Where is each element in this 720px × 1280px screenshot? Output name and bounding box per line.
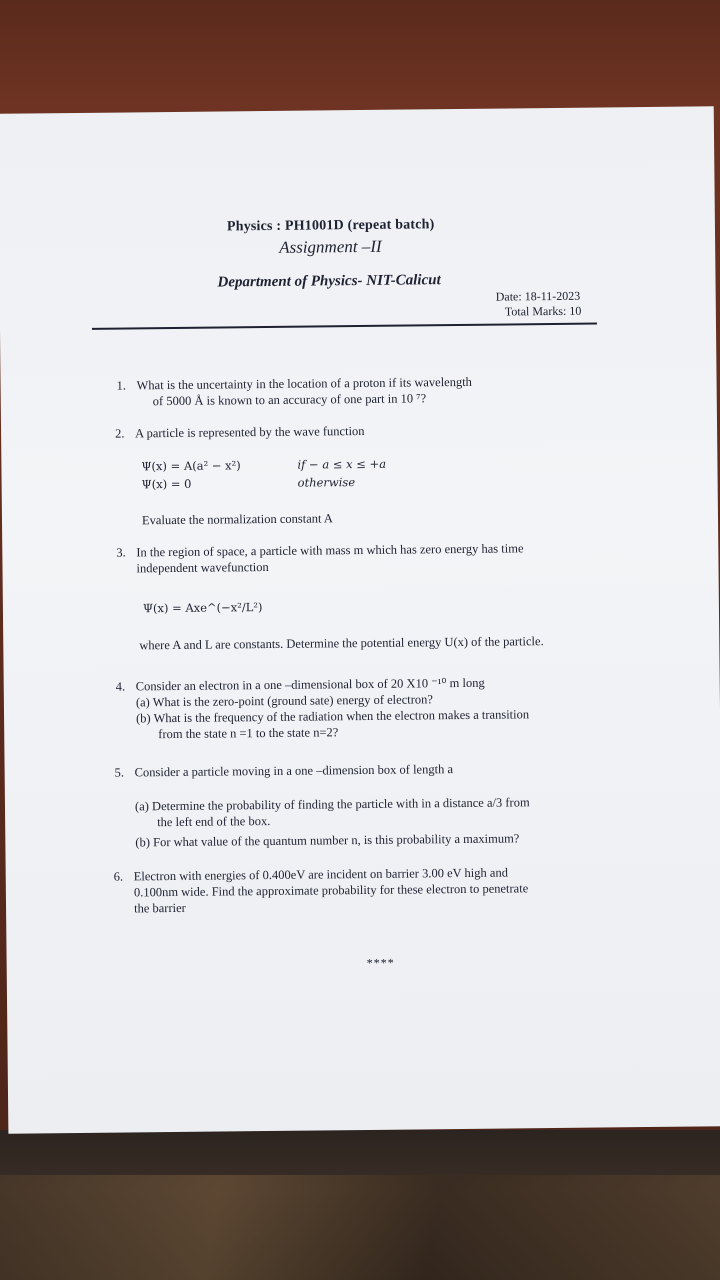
question-4 <box>116 674 530 742</box>
header-divider <box>92 323 597 330</box>
sub-question-a: (a) Determine the probability of finding the particle with in a distance a/3 from <box>134 795 530 814</box>
exam-date: Date: 18-11-2023 <box>495 288 581 304</box>
question-text: Evaluate the normalization constant A <box>141 511 333 528</box>
question-text: where A and L are constants. Determine the potential energy U(x) of the particle. <box>139 634 544 653</box>
question-text: Consider an electron in a one –dimensional box of 20 X10 ⁻¹⁰ m long <box>135 675 485 694</box>
question-text: 0.100nm wide. Find the approximate probability for these electron to penetrate <box>133 881 529 900</box>
question-5 <box>115 761 453 781</box>
sub-question-a-cont: the left end of the box. <box>157 813 271 830</box>
question-text: In the region of space, a particle with mass m which has zero energy has time <box>136 541 524 560</box>
wavefunction-eq-2: Ψ(x) = 0 <box>141 476 192 492</box>
question-number: 4. <box>115 679 126 694</box>
question-5-parts <box>135 794 530 850</box>
sub-question-a: (a) What is the zero-point (ground sate) energy of electron? <box>135 692 433 710</box>
sub-question-b: (b) For what value of the quantum number n, is this probability a maximum? <box>135 831 520 850</box>
question-2 <box>115 423 365 442</box>
wavefunction-eq-1: Ψ(x) = A(a² − x²) <box>141 458 241 474</box>
question-text: of 5000 Å is known to an accuracy of one part in 10 ⁷? <box>152 391 427 409</box>
question-text: Consider a particle moving in a one –dimension box of length a <box>134 762 454 780</box>
wavefunction-eq-3: Ψ(x) = Axe^(−x²/L²) <box>142 600 263 616</box>
table-wood-grain <box>0 1175 720 1280</box>
question-text: independent wavefunction <box>136 559 269 576</box>
question-number: 3. <box>116 545 126 560</box>
assignment-title: Assignment –II <box>279 236 382 257</box>
wavefunction-condition-2: otherwise <box>297 475 356 490</box>
course-title: Physics : PH1001D (repeat batch) <box>226 217 435 235</box>
question-number: 2. <box>115 426 125 441</box>
wavefunction-condition-1: if − a ≤ x ≤ +a <box>297 456 387 472</box>
question-3 <box>116 540 523 576</box>
question-text: What is the uncertainty in the location of a proton if its wavelength <box>136 374 472 393</box>
question-number: 5. <box>114 765 125 780</box>
question-text: Electron with energies of 0.400eV are incident on barrier 3.00 eV high and <box>133 865 508 884</box>
sub-question-b: (b) What is the frequency of the radiation when the electron makes a transition <box>136 707 530 726</box>
total-marks: Total Marks: 10 <box>504 303 582 319</box>
question-number: 1. <box>116 378 127 393</box>
department-name: Department of Physics- NIT-Calicut <box>217 272 441 291</box>
end-marker: **** <box>366 955 395 970</box>
question-number: 6. <box>113 869 124 884</box>
question-1 <box>117 374 473 410</box>
sub-question-b-cont: from the state n =1 to the state n=2? <box>158 725 339 742</box>
question-text: A particle is represented by the wave function <box>135 423 365 441</box>
question-6 <box>114 864 529 916</box>
assignment-sheet <box>0 106 720 1133</box>
question-text: the barrier <box>133 900 186 916</box>
